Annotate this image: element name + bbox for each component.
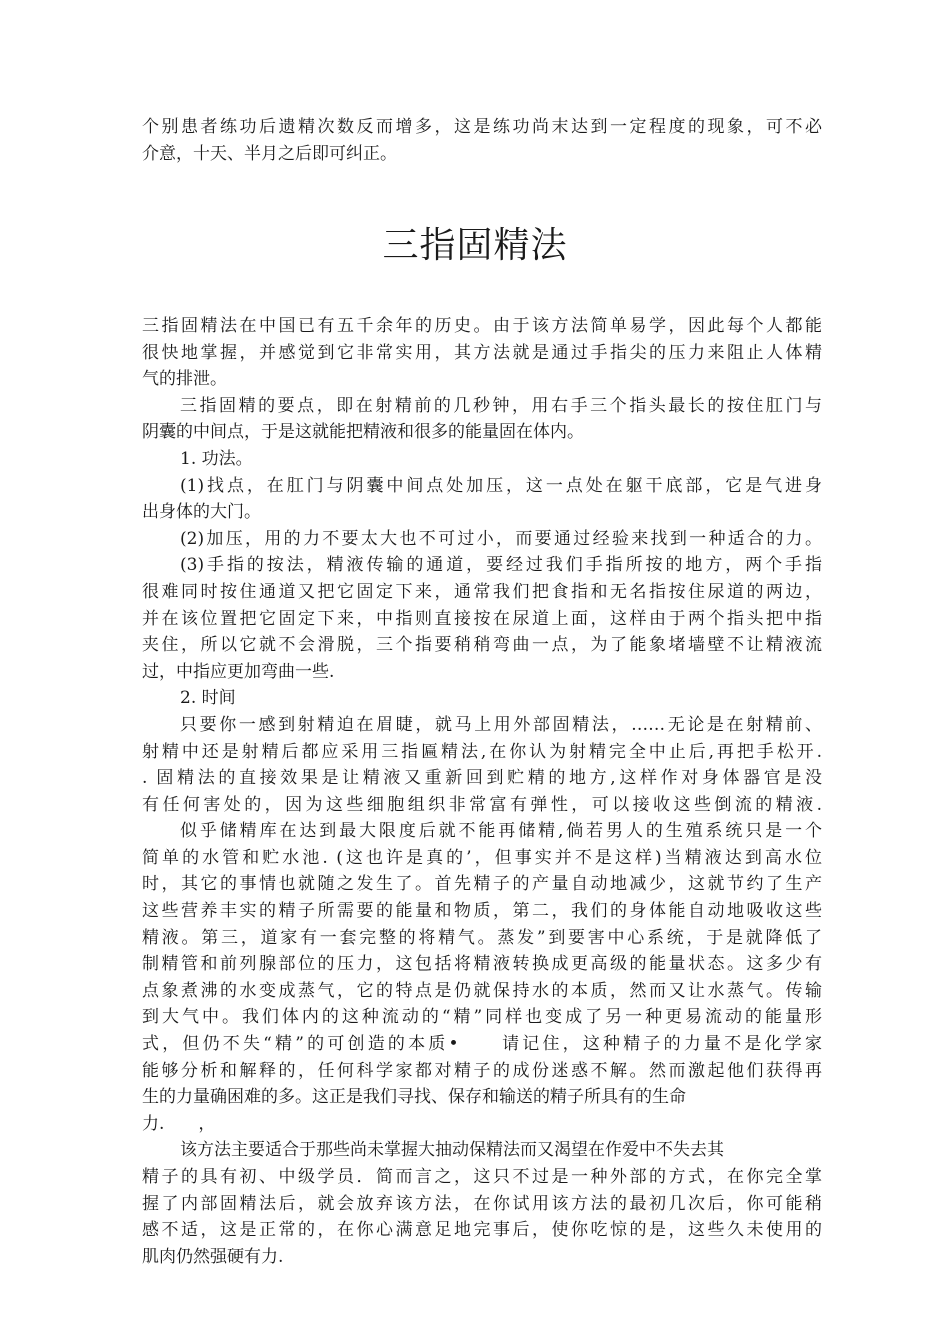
text-line: 气的排泄。 xyxy=(142,369,227,390)
text-line: 个别患者练功后遗精次数反而增多，这是练功尚末达到一定程度的现象，可不必 xyxy=(142,117,822,137)
text-line: 制精管和前列腺部位的压力，这包括将精液转换成更高级的能量状态。这多少有 xyxy=(142,954,822,975)
text-line: 有任何害处的，因为这些细胞组织非常富有弹性，可以接收这些倒流的精液. xyxy=(142,794,822,815)
text-line: 这些营养丰实的精子所需要的能量和物质，第二，我们的身体能自动地吸收这些 xyxy=(142,901,822,922)
text-line: 过，中指应更加弯曲一些. xyxy=(142,661,335,682)
text-line: 三指固精的要点，即在射精前的几秒钟，用右手三个指头最长的按住肛门与 xyxy=(180,395,822,416)
text-line: 感不适，这是正常的，在你心满意足地完事后，使你吃惊的是，这些久未使用的 xyxy=(142,1220,822,1241)
text-line: 精液。第三，道家有一套完整的将精气。蒸发”到要害中心系统，于是就降低了 xyxy=(142,927,822,948)
text-line: 射精中还是射精后都应采用三指匾精法,在你认为射精完全中止后,再把手松开. xyxy=(142,741,822,762)
text-line: 精子的具有初、中级学员．简而言之，这只不过是一种外部的方式，在你完全掌 xyxy=(142,1167,822,1187)
text-line: 介意，十天、半月之后即可纠正。 xyxy=(142,143,397,164)
text-line: 三指固精法在中国已有五千余年的历史。由于该方法简单易学，因此每个人都能 xyxy=(142,316,822,336)
text-line: (3)手指的按法，精液传输的通道，要经过我们手指所按的地方，两个手指 xyxy=(180,555,822,576)
text-line: 肌肉仍然强硬有力. xyxy=(142,1246,284,1267)
text-line: 阴囊的中间点，于是这就能把精液和很多的能量固在体内。 xyxy=(142,422,584,443)
text-line: 能够分析和解释的，任何科学家都对精子的成份迷惑不解。然而激起他们获得再 xyxy=(142,1060,822,1081)
text-line: 点象煮沸的水变成蒸气，它的特点是仍就保持水的本质，然而又让水蒸气。传输 xyxy=(142,980,822,1001)
text-line: 握了内部固精法后，就会放弃该方法，在你试用该方法的最初几次后，你可能稍 xyxy=(142,1193,822,1214)
text-line: 似乎储精库在达到最大限度后就不能再储精,倘若男人的生殖系统只是一个 xyxy=(180,821,822,842)
text-line: 很难同时按住通道又把它固定下来，通常我们把食指和无名指按住尿道的两边， xyxy=(142,581,822,602)
text-line: . 固精法的直接效果是让精液又重新回到贮精的地方,这样作对身体器官是没 xyxy=(142,768,822,789)
section-heading: 1. 功法。 xyxy=(180,448,253,469)
text-line: 该方法主要适合于那些尚未掌握大抽动保精法而又渴望在作爱中不失去其 xyxy=(180,1140,724,1161)
text-line: 出身体的大门。 xyxy=(142,502,261,523)
body-text xyxy=(142,313,822,1270)
text-line: 生的力量确困难的多。这正是我们寻找、保存和输送的精子所具有的生命 xyxy=(142,1087,686,1108)
text-line: 式，但仍不失“精”的可创造的本质• 请记住，这种精子的力量不是化学家 xyxy=(142,1034,822,1055)
section-heading: 2. 时间 xyxy=(180,688,236,709)
text-line: 夹住，所以它就不会滑脱，三个指要稍稍弯曲一点，为了能象堵墙壁不让精液流 xyxy=(142,635,822,656)
text-line: 并在该位置把它固定下来，中指则直接按在尿道上面，这样由于两个指头把中指 xyxy=(142,608,822,629)
text-line: 只要你一感到射精迫在眉睫，就马上用外部固精法，……无论是在射精前、 xyxy=(180,714,822,735)
text-line: 到大气中。我们体内的这种流动的“精”同样也变成了另一种更易流动的能量形 xyxy=(142,1007,822,1028)
text-line: 力. ， xyxy=(142,1113,216,1134)
page-title: 三指固精法 xyxy=(382,225,568,266)
text-line: (1)找点，在肛门与阴囊中间点处加压，这一点处在躯干底部，它是气进身 xyxy=(180,475,822,496)
intro-paragraph xyxy=(142,114,822,167)
text-line: 很快地掌握，并感觉到它非常实用，其方法就是通过手指尖的压力来阻止人体精 xyxy=(142,342,822,363)
text-line: (2)加压，用的力不要太大也不可过小，而要通过经验来找到一种适合的力。 xyxy=(180,528,822,549)
text-line: 时，其它的事情也就随之发生了。首先精子的产量自动地减少，这就节约了生产 xyxy=(142,874,822,895)
text-line: 简单的水管和贮水池. (这也许是真的’，但事实并不是这样)当精液达到高水位 xyxy=(142,847,822,868)
